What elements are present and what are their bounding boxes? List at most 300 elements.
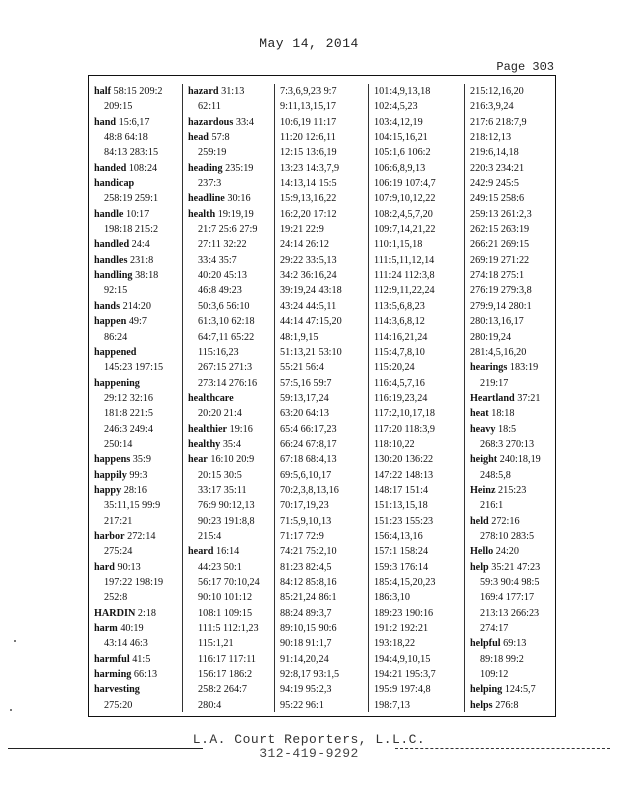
court-reporter-phone: 312-419-9292	[259, 746, 359, 761]
index-continuation: 237:3	[198, 178, 222, 190]
index-continuation: 85:21,24 86:1	[280, 592, 337, 604]
index-continuation: 76:9 90:12,13	[198, 500, 255, 512]
page-line-refs: 69:13	[500, 638, 527, 650]
index-continuation: 252:8	[104, 592, 128, 604]
index-entry	[470, 698, 556, 712]
index-term: happily	[94, 469, 127, 481]
index-continuation: 48:1,9,15	[280, 331, 319, 343]
page-line-refs: 231:8	[127, 254, 154, 266]
index-continuation: 29:12 32:16	[104, 392, 153, 404]
index-continuation: 266:21 269:15	[470, 239, 530, 251]
index-continuation: 108:1 109:15	[198, 607, 253, 619]
page-line-refs: 49:7	[126, 316, 147, 328]
index-column-3	[274, 84, 368, 712]
index-continuation: 145:23 197:15	[104, 362, 164, 374]
index-entry	[94, 176, 182, 191]
index-continuation: 159:3 176:14	[374, 561, 429, 573]
index-term: hazardous	[188, 116, 234, 128]
index-continuation: 281:4,5,16,20	[470, 346, 527, 358]
index-term: healthier	[188, 423, 228, 435]
index-continuation: 278:10 283:5	[480, 530, 535, 542]
index-continuation: 130:20 136:22	[374, 454, 434, 466]
index-term: hear	[188, 454, 208, 466]
index-continuation: 279:9,14 280:1	[470, 300, 532, 312]
index-term: harmful	[94, 653, 130, 665]
index-term: happened	[94, 346, 137, 358]
index-continuation: 106:19 107:4,7	[374, 178, 436, 190]
index-term: heading	[188, 162, 223, 174]
index-continuation: 106:6,8,9,13	[374, 162, 426, 174]
index-entry	[94, 207, 182, 222]
index-term: heat	[470, 408, 489, 420]
index-continuation: 258:19 259:1	[104, 193, 159, 205]
index-entry	[470, 406, 556, 421]
index-continuation: 151:23 155:23	[374, 515, 434, 527]
index-term: harm	[94, 623, 118, 635]
index-entry	[94, 606, 182, 621]
index-continuation: 94:19 95:2,3	[280, 684, 332, 696]
page-line-refs: 28:16	[121, 484, 147, 496]
index-entry	[470, 422, 556, 437]
index-entry	[94, 529, 182, 544]
index-continuation: 46:8 49:23	[198, 285, 242, 297]
page-line-refs: 19:16	[227, 423, 253, 435]
index-continuation: 71:17 72:9	[280, 530, 324, 542]
index-continuation: 71:5,9,10,13	[280, 515, 332, 527]
index-term: happening	[94, 377, 140, 389]
index-entry	[94, 161, 182, 176]
page-line-refs: 38:18	[132, 270, 159, 282]
index-entry	[188, 115, 274, 130]
index-continuation: 107:9,10,12,22	[374, 193, 436, 205]
index-continuation: 19:21 22:9	[280, 224, 324, 236]
index-term: helps	[470, 699, 493, 711]
index-continuation: 216:1	[480, 500, 504, 512]
page-line-refs: 10:17	[123, 208, 150, 220]
index-term: head	[188, 132, 209, 144]
index-term: heavy	[470, 423, 496, 435]
index-term: handed	[94, 162, 127, 174]
index-term: hand	[94, 116, 117, 128]
index-term: health	[188, 208, 216, 220]
index-continuation: 156:4,13,16	[374, 530, 423, 542]
index-continuation: 10:6,19 11:17	[280, 116, 337, 128]
index-term: heard	[188, 546, 214, 558]
index-continuation: 24:14 26:12	[280, 239, 329, 251]
page-line-refs: 66:13	[131, 669, 158, 681]
index-term: healthy	[188, 438, 221, 450]
index-continuation: 105:1,6 106:2	[374, 147, 431, 159]
index-term: handled	[94, 239, 130, 251]
index-continuation: 59:3 90:4 98:5	[480, 577, 540, 588]
transcript-date: May 14, 2014	[259, 36, 359, 51]
index-continuation: 217:21	[104, 515, 133, 527]
index-continuation: 115:1,21	[198, 638, 234, 650]
index-continuation: 111:24 112:3,8	[374, 270, 435, 282]
index-term: held	[470, 515, 489, 527]
index-term: HARDIN	[94, 607, 136, 619]
index-term: hearings	[470, 362, 508, 374]
index-continuation: 50:3,6 56:10	[198, 300, 250, 312]
index-continuation: 148:17 151:4	[374, 484, 429, 496]
index-continuation: 280:19,24	[470, 331, 512, 343]
page-line-refs: 40:19	[117, 623, 144, 635]
index-continuation: 15:9,13,16,22	[280, 193, 337, 205]
index-continuation: 90:18 91:1,7	[280, 638, 332, 650]
index-continuation: 35:11,15 99:9	[104, 500, 161, 512]
index-continuation: 89:18 99:2	[480, 653, 524, 665]
page-line-refs: 30:16	[224, 193, 251, 205]
scan-speck	[10, 709, 12, 711]
index-entry	[470, 514, 556, 529]
index-continuation: 191:2 192:21	[374, 623, 429, 635]
index-continuation: 189:23 190:16	[374, 607, 434, 619]
index-continuation: 117:2,10,17,18	[374, 408, 436, 420]
page-line-refs: 272:16	[488, 515, 520, 527]
index-continuation: 43:24 44:5,11	[280, 300, 337, 312]
index-term: hands	[94, 300, 121, 312]
index-term: Hello	[470, 546, 494, 558]
index-term: happy	[94, 484, 122, 496]
index-term: handling	[94, 270, 133, 282]
index-continuation: 115:20,24	[374, 362, 415, 374]
index-continuation: 109:7,14,21,22	[374, 224, 436, 236]
page-line-refs: 90:13	[114, 561, 141, 573]
index-continuation: 181:8 221:5	[104, 408, 153, 420]
index-column-4	[368, 84, 464, 712]
page-line-refs: 272:14	[124, 530, 156, 542]
page-line-refs: 24:4	[129, 239, 150, 251]
index-entry	[470, 560, 556, 575]
index-continuation: 116:4,5,7,16	[374, 377, 425, 389]
index-continuation: 193:18,22	[374, 638, 416, 650]
index-continuation: 185:4,15,20,23	[374, 577, 436, 588]
index-entry	[470, 636, 556, 651]
index-continuation: 90:23 191:8,8	[198, 515, 255, 527]
index-continuation: 13:23 14:3,7,9	[280, 162, 340, 174]
index-continuation: 259:13 261:2,3	[470, 208, 532, 220]
index-continuation: 110:1,15,18	[374, 239, 423, 251]
index-continuation: 90:10 101:12	[198, 592, 253, 604]
index-continuation: 195:9 197:4,8	[374, 684, 431, 696]
index-entry	[188, 437, 274, 452]
index-continuation: 29:22 33:5,13	[280, 254, 337, 266]
index-continuation: 27:11 32:22	[198, 239, 247, 251]
page-line-refs: 2:18	[135, 607, 156, 619]
index-entry	[470, 682, 556, 697]
index-entry	[94, 84, 182, 99]
index-continuation: 14:13,14 15:5	[280, 178, 337, 190]
index-continuation: 169:4 177:17	[480, 592, 535, 604]
index-continuation: 56:17 70:10,24	[198, 577, 260, 588]
index-term: Heartland	[470, 392, 515, 404]
index-continuation: 43:14 46:3	[104, 638, 148, 650]
page-line-refs: 214:20	[120, 300, 151, 312]
index-continuation: 112:9,11,22,24	[374, 285, 435, 297]
index-continuation: 74:21 75:2,10	[280, 546, 337, 558]
index-continuation: 34:2 36:16,24	[280, 270, 337, 282]
index-continuation: 7:3,6,9,23 9:7	[280, 86, 337, 97]
index-continuation: 51:13,21 53:10	[280, 346, 342, 358]
index-continuation: 57:5,16 59:7	[280, 377, 332, 389]
index-continuation: 198:7,13	[374, 699, 410, 711]
index-continuation: 275:20	[104, 699, 133, 711]
index-entry	[188, 161, 274, 176]
index-continuation: 274:18 275:1	[470, 270, 525, 282]
index-continuation: 156:17 186:2	[198, 669, 253, 681]
page-line-refs: 33:4	[233, 116, 254, 128]
index-continuation: 33:17 35:11	[198, 484, 247, 496]
index-entry	[94, 237, 182, 252]
index-continuation: 219:17	[480, 377, 509, 389]
index-entry	[94, 115, 182, 130]
index-continuation: 268:3 270:13	[480, 438, 535, 450]
index-continuation: 259:19	[198, 147, 227, 159]
court-reporter-name: L.A. Court Reporters, L.L.C.	[192, 732, 426, 747]
index-continuation: 88:24 89:3,7	[280, 607, 332, 619]
index-continuation: 217:6 218:7,9	[470, 116, 527, 128]
index-continuation: 209:15	[104, 101, 133, 113]
index-term: harming	[94, 669, 132, 681]
page-line-refs: 124:5,7	[502, 684, 536, 696]
page-line-refs: 37:21	[514, 392, 541, 404]
index-continuation: 249:15 258:6	[470, 193, 525, 205]
index-column-2	[182, 84, 274, 712]
index-entry	[470, 452, 556, 467]
index-entry	[188, 130, 274, 145]
page-line-refs: 215:23	[495, 484, 527, 496]
index-term: hazard	[188, 86, 219, 97]
page-line-refs: 240:18,19	[497, 454, 541, 466]
page-line-refs: 24:20	[493, 546, 519, 558]
index-continuation: 113:5,6,8,23	[374, 300, 425, 312]
index-continuation: 109:12	[480, 669, 509, 681]
scan-speck	[14, 640, 16, 642]
index-continuation: 44:14 47:15,20	[280, 316, 342, 328]
page-line-refs: 18:18	[488, 408, 515, 420]
index-entry	[188, 207, 274, 222]
index-continuation: 84:12 85:8,16	[280, 577, 337, 588]
index-continuation: 248:5,8	[480, 469, 511, 481]
index-term: help	[470, 561, 489, 573]
index-continuation: 70:17,19,23	[280, 500, 329, 512]
index-continuation: 246:3 249:4	[104, 423, 153, 435]
index-entry	[94, 483, 182, 498]
page-line-refs: 19:19,19	[215, 208, 254, 220]
page-number: Page 303	[496, 60, 554, 74]
index-continuation: 117:20 118:3,9	[374, 423, 435, 435]
index-entry	[94, 268, 182, 283]
index-continuation: 215:12,16,20	[470, 86, 524, 97]
index-continuation: 44:23 50:1	[198, 561, 242, 573]
page-line-refs: 235:19	[222, 162, 254, 174]
index-continuation: 91:14,20,24	[280, 653, 329, 665]
index-continuation: 95:22 96:1	[280, 699, 324, 711]
index-continuation: 216:3,9,24	[470, 101, 514, 113]
index-entry	[470, 483, 556, 498]
index-term: Heinz	[470, 484, 496, 496]
index-continuation: 213:13 266:23	[480, 607, 540, 619]
index-entry	[94, 452, 182, 467]
index-term: height	[470, 454, 498, 466]
index-entry	[94, 299, 182, 314]
index-continuation: 194:21 195:3,7	[374, 669, 436, 681]
page-line-refs: 276:8	[492, 699, 519, 711]
page-line-refs: 57:8	[208, 132, 230, 144]
page-line-refs: 58:15 209:2	[110, 86, 163, 97]
index-continuation: 59:13,17,24	[280, 392, 329, 404]
index-continuation: 276:19 279:3,8	[470, 285, 532, 297]
index-entry	[188, 422, 274, 437]
index-continuation: 118:10,22	[374, 438, 415, 450]
page-line-refs: 183:19	[507, 362, 539, 374]
index-continuation: 220:3 234:21	[470, 162, 525, 174]
index-continuation: 115:4,7,8,10	[374, 346, 425, 358]
index-continuation: 104:15,16,21	[374, 132, 428, 144]
page-line-refs: 35:9	[130, 454, 151, 466]
index-continuation: 62:11	[198, 101, 221, 113]
index-continuation: 102:4,5,23	[374, 101, 418, 113]
index-continuation: 20:15 30:5	[198, 469, 242, 481]
index-continuation: 114:3,6,8,12	[374, 316, 425, 328]
index-entry	[94, 253, 182, 268]
page-line-refs: 18:5	[495, 423, 517, 435]
index-term: healthcare	[188, 392, 234, 404]
index-continuation: 215:4	[198, 530, 222, 542]
index-continuation: 64:7,11 65:22	[198, 331, 255, 343]
index-continuation: 63:20 64:13	[280, 408, 329, 420]
index-continuation: 70:2,3,8,13,16	[280, 484, 339, 496]
index-entry	[94, 667, 182, 682]
index-term: happen	[94, 316, 127, 328]
index-continuation: 186:3,10	[374, 592, 410, 604]
index-term: handicap	[94, 178, 135, 190]
index-term: hard	[94, 561, 115, 573]
index-continuation: 81:23 82:4,5	[280, 561, 332, 573]
index-continuation: 262:15 263:19	[470, 224, 530, 236]
page-line-refs: 35:4	[220, 438, 241, 450]
page-line-refs: 16:14	[213, 546, 240, 558]
index-table	[88, 75, 556, 717]
index-column-1	[89, 84, 182, 712]
index-term: handles	[94, 254, 128, 266]
page-line-refs: 41:5	[129, 653, 151, 665]
index-continuation: 147:22 148:13	[374, 469, 434, 481]
index-entry	[470, 391, 556, 406]
index-entry	[470, 544, 556, 559]
index-term: happens	[94, 454, 131, 466]
index-entry	[94, 652, 182, 667]
index-continuation: 103:4,12,19	[374, 116, 423, 128]
index-continuation: 280:4	[198, 699, 222, 711]
index-continuation: 250:14	[104, 438, 133, 450]
index-term: harbor	[94, 530, 125, 542]
index-entry	[188, 391, 274, 406]
index-term: helpful	[470, 638, 501, 650]
index-continuation: 273:14 276:16	[198, 377, 258, 389]
page-line-refs: 15:6,17	[116, 116, 150, 128]
index-term: harvesting	[94, 684, 140, 696]
index-continuation: 115:16,23	[198, 346, 239, 358]
index-entry	[94, 345, 182, 360]
page-line-refs: 108:24	[126, 162, 158, 174]
index-term: handle	[94, 208, 124, 220]
index-continuation: 111:5,11,12,14	[374, 254, 435, 266]
index-continuation: 33:4 35:7	[198, 254, 237, 266]
index-column-5	[464, 84, 556, 712]
index-continuation: 86:24	[104, 331, 128, 343]
index-continuation: 219:6,14,18	[470, 147, 519, 159]
index-continuation: 194:4,9,10,15	[374, 653, 431, 665]
index-continuation: 67:18 68:4,13	[280, 454, 337, 466]
index-continuation: 267:15 271:3	[198, 362, 253, 374]
index-term: headline	[188, 193, 225, 205]
index-continuation: 269:19 271:22	[470, 254, 530, 266]
index-continuation: 40:20 45:13	[198, 270, 247, 282]
index-continuation: 65:4 66:17,23	[280, 423, 337, 435]
page-line-refs: 35:21 47:23	[488, 561, 541, 573]
index-term: helping	[470, 684, 503, 696]
index-continuation: 198:18 215:2	[104, 224, 159, 236]
index-continuation: 151:13,15,18	[374, 500, 428, 512]
index-entry	[94, 621, 182, 636]
index-continuation: 274:17	[480, 623, 509, 635]
index-continuation: 157:1 158:24	[374, 546, 429, 558]
index-continuation: 89:10,15 90:6	[280, 623, 337, 635]
index-term: half	[94, 86, 111, 97]
index-entry	[188, 452, 274, 467]
index-continuation: 48:8 64:18	[104, 132, 148, 144]
index-entry	[188, 191, 274, 206]
index-continuation: 21:7 25:6 27:9	[198, 224, 258, 236]
index-continuation: 92:15	[104, 285, 128, 297]
index-entry	[94, 468, 182, 483]
index-entry	[188, 84, 274, 99]
index-entry	[188, 544, 274, 559]
index-continuation: 12:15 13:6,19	[280, 147, 337, 159]
page-line-refs: 16:10 20:9	[207, 454, 255, 466]
index-continuation: 55:21 56:4	[280, 362, 324, 374]
index-continuation: 66:24 67:8,17	[280, 438, 337, 450]
index-entry	[470, 360, 556, 375]
page-line-refs: 31:13	[218, 86, 245, 97]
page-line-refs: 99:3	[126, 469, 148, 481]
index-continuation: 280:13,16,17	[470, 316, 524, 328]
index-continuation: 111:5 112:1,23	[198, 623, 259, 635]
index-continuation: 116:17 117:11	[198, 653, 257, 665]
index-continuation: 197:22 198:19	[104, 577, 164, 588]
index-continuation: 84:13 283:15	[104, 147, 159, 159]
index-continuation: 11:20 12:6,11	[280, 132, 336, 144]
index-continuation: 116:19,23,24	[374, 392, 428, 404]
index-continuation: 258:2 264:7	[198, 684, 247, 696]
index-continuation: 16:2,20 17:12	[280, 208, 337, 220]
index-continuation: 114:16,21,24	[374, 331, 428, 343]
index-entry	[94, 314, 182, 329]
index-continuation: 92:8,17 93:1,5	[280, 669, 340, 681]
index-continuation: 275:24	[104, 546, 133, 558]
index-entry	[94, 376, 182, 391]
index-entry	[94, 560, 182, 575]
index-continuation: 61:3,10 62:18	[198, 316, 255, 328]
index-continuation: 101:4,9,13,18	[374, 86, 431, 97]
index-continuation: 242:9 245:5	[470, 178, 519, 190]
index-continuation: 108:2,4,5,7,20	[374, 208, 433, 220]
index-continuation: 69:5,6,10,17	[280, 469, 332, 481]
index-continuation: 9:11,13,15,17	[280, 101, 336, 113]
index-continuation: 218:12,13	[470, 132, 512, 144]
index-continuation: 20:20 21:4	[198, 408, 242, 420]
